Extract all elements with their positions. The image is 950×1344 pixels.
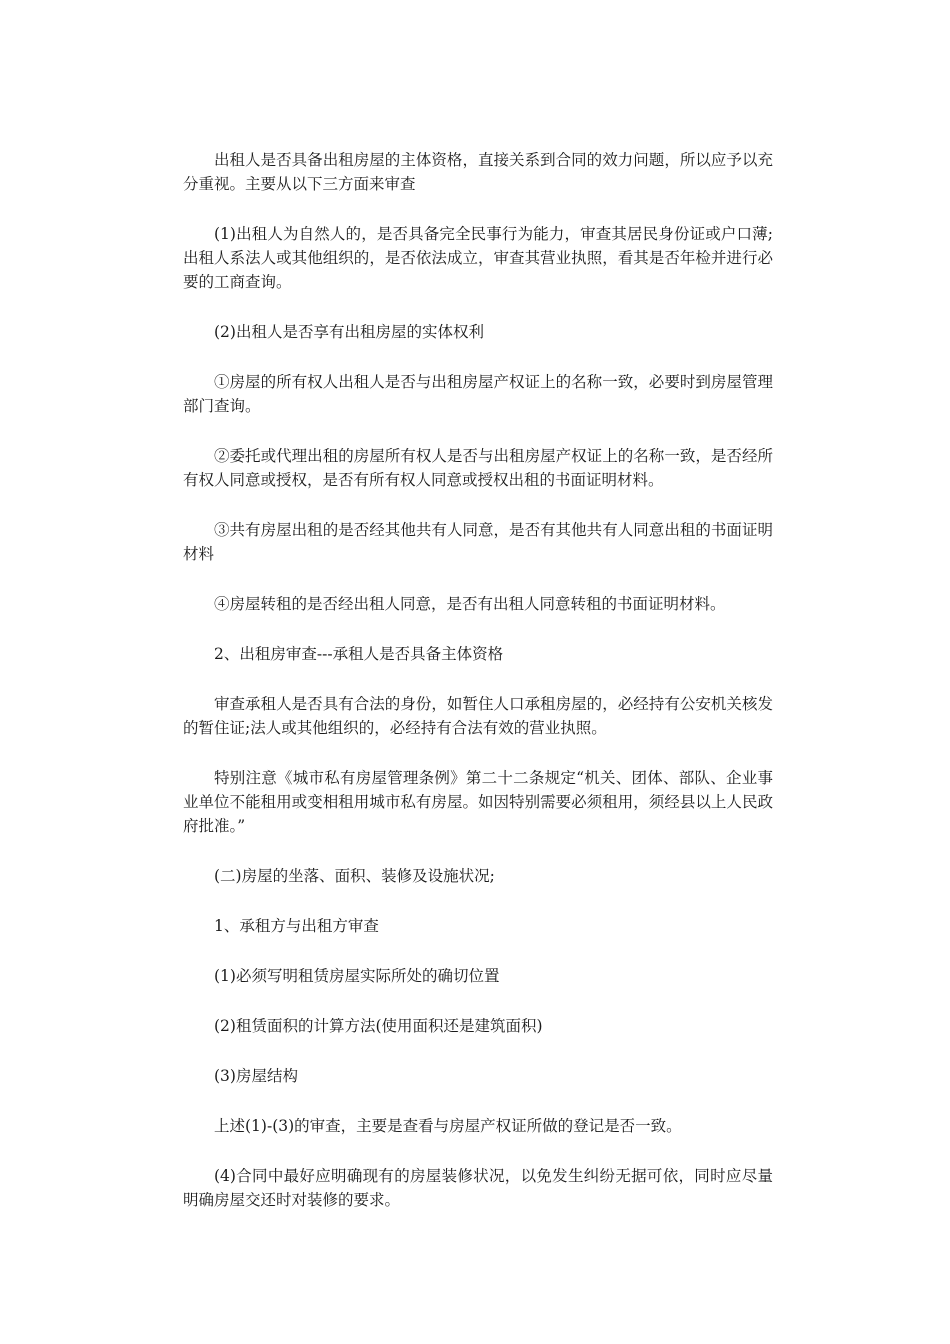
paragraph-location: (1)必须写明租赁房屋实际所处的确切位置 <box>214 967 500 985</box>
paragraph-lessee-identity: 审查承租人是否具有合法的身份，如暂住人口承租房屋的，必经持有公安机关核发的暂住证;法人或其他组织的，必经持有合法有效的营业执照。 <box>183 695 773 737</box>
paragraph-review-summary: 上述(1)-(3)的审查，主要是查看与房屋产权证所做的登记是否一致。 <box>214 1117 682 1135</box>
paragraph-natural-person: (1)出租人为自然人的，是否具备完全民事行为能力，审查其居民身份证或户口薄;出租人系法人或其他组织的，是否依法成立，审查其营业执照，看其是否年检并进行必要的工商查询。 <box>183 225 773 291</box>
paragraph-area-method: (2)租赁面积的计算方法(使用面积还是建筑面积) <box>214 1017 543 1035</box>
paragraph-lessor-qualification: 出租人是否具备出租房屋的主体资格，直接关系到合同的效力问题，所以应予以充分重视。主要从以下三方面来审查 <box>183 151 773 193</box>
paragraph-special-note: 特别注意《城市私有房屋管理条例》第二十二条规定“机关、团体、部队、企业事业单位不能租用或变相租用城市私有房屋。如因特别需要必须租用，须经县以上人民政府批准。” <box>183 769 773 835</box>
document-body <box>183 148 773 1238</box>
paragraph-item-2: ②委托或代理出租的房屋所有权人是否与出租房屋产权证上的名称一致，是否经所有权人同意或授权，是否有所有权人同意或授权出租的书面证明材料。 <box>183 447 773 489</box>
paragraph-lessee-heading: 2、出租房审查---承租人是否具备主体资格 <box>214 645 504 663</box>
paragraph-property-rights: (2)出租人是否享有出租房屋的实体权利 <box>214 323 484 341</box>
paragraph-item-4: ④房屋转租的是否经出租人同意，是否有出租人同意转租的书面证明材料。 <box>214 595 726 613</box>
paragraph-item-3: ③共有房屋出租的是否经其他共有人同意，是否有其他共有人同意出租的书面证明材料 <box>183 521 773 563</box>
paragraph-section-two-heading: (二)房屋的坐落、面积、装修及设施状况; <box>214 867 495 885</box>
paragraph-review-heading: 1、承租方与出租方审查 <box>214 917 379 935</box>
paragraph-structure: (3)房屋结构 <box>214 1067 298 1085</box>
paragraph-decoration: (4)合同中最好应明确现有的房屋装修状况，以免发生纠纷无据可依，同时应尽量明确房屋交还时对装修的要求。 <box>183 1167 773 1209</box>
paragraph-item-1: ①房屋的所有权人出租人是否与出租房屋产权证上的名称一致，必要时到房屋管理部门查询。 <box>183 373 773 415</box>
